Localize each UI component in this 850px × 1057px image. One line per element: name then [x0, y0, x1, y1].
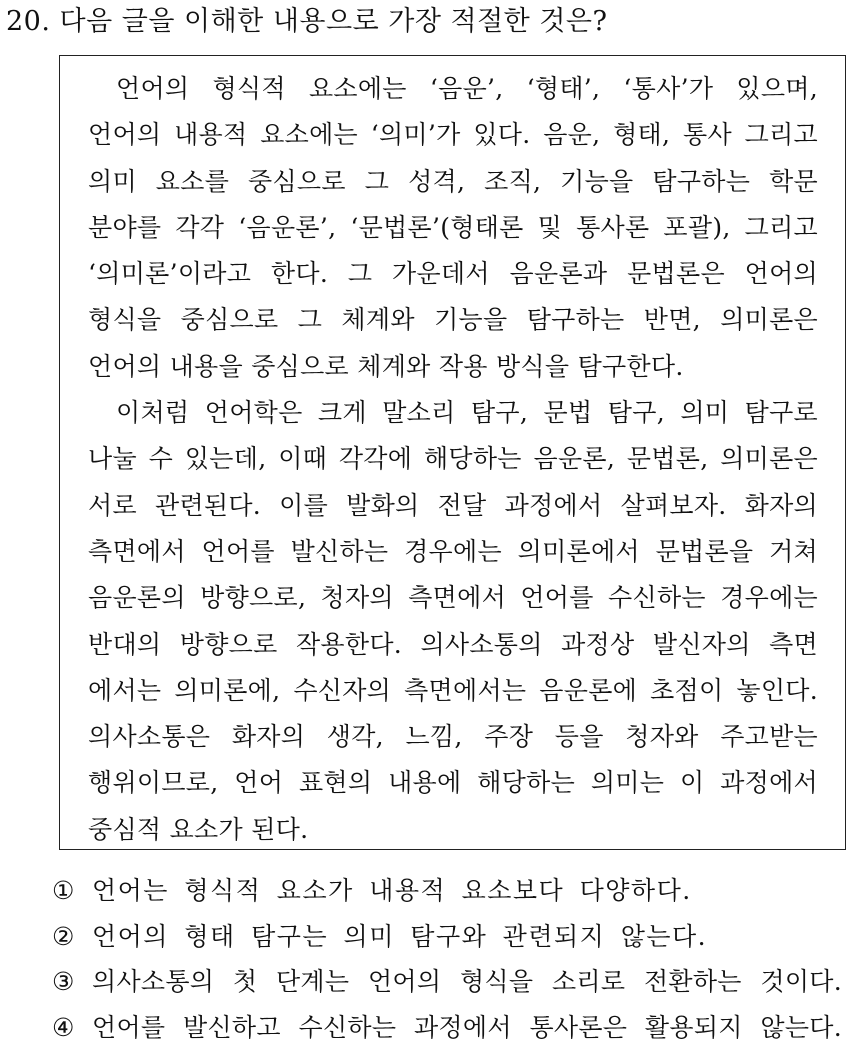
answer-option-1[interactable]	[52, 868, 842, 914]
passage-line: ‘의미론’이라고 한다. 그 가운데서 음운론과 문법론은 언어의	[88, 259, 818, 289]
passage-line: 나눌 수 있는데, 이때 각각에 해당하는 음운론, 문법론, 의미론은	[88, 444, 818, 474]
passage-line: 분야를 각각 ‘음운론’, ‘문법론’(형태론 및 통사론 포괄), 그리고	[88, 212, 818, 242]
option-number: ③	[52, 967, 75, 996]
passage-line: 언어의 내용적 요소에는 ‘의미’가 있다. 음운, 형태, 통사 그리고	[88, 120, 818, 150]
passage-text	[88, 66, 818, 853]
option-text: 언어의 형태 탐구는 의미 탐구와 관련되지 않는다.	[92, 921, 708, 951]
question-stem: 20. 다음 글을 이해한 내용으로 가장 적절한 것은?	[6, 6, 608, 37]
passage-line: 언어의 형식적 요소에는 ‘음운’, ‘형태’, ‘통사’가 있으며,	[116, 74, 818, 103]
answer-option-4[interactable]	[52, 1005, 842, 1051]
option-text: 의사소통의 첫 단계는 언어의 형식을 소리로 전환하는 것이다.	[92, 967, 842, 996]
passage-line: 형식을 중심으로 그 체계와 기능을 탐구하는 반면, 의미론은	[88, 305, 818, 335]
passage-line: 이처럼 언어학은 크게 말소리 탐구, 문법 탐구, 의미 탐구로	[116, 398, 818, 428]
passage-line: 에서는 의미론에, 수신자의 측면에서는 음운론에 초점이 놓인다.	[88, 675, 818, 705]
passage-line: 반대의 방향으로 작용한다. 의사소통의 과정상 발신자의 측면	[88, 629, 818, 659]
answer-option-2[interactable]	[52, 914, 842, 960]
option-number: ④	[52, 1012, 75, 1042]
option-number: ①	[52, 876, 75, 905]
passage-line: 의사소통은 화자의 생각, 느낌, 주장 등을 청자와 주고받는	[88, 722, 818, 752]
answer-options	[52, 868, 842, 1050]
passage-line: 서로 관련된다. 이를 발화의 전달 과정에서 살펴보자. 화자의	[88, 490, 818, 520]
passage-line: 중심적 요소가 된다.	[88, 814, 309, 844]
option-text: 언어를 발신하고 수신하는 과정에서 통사론은 활용되지 않는다.	[92, 1012, 842, 1042]
passage-box	[59, 55, 846, 850]
option-text: 언어는 형식적 요소가 내용적 요소보다 다양하다.	[92, 876, 692, 905]
passage-line: 언어의 내용을 중심으로 체계와 작용 방식을 탐구한다.	[88, 351, 684, 381]
passage-line: 의미 요소를 중심으로 그 성격, 조직, 기능을 탐구하는 학문	[88, 166, 818, 196]
answer-option-3[interactable]	[52, 959, 842, 1005]
passage-line: 행위이므로, 언어 표현의 내용에 해당하는 의미는 이 과정에서	[88, 768, 818, 798]
option-number: ②	[52, 921, 75, 951]
passage-line: 음운론의 방향으로, 청자의 측면에서 언어를 수신하는 경우에는	[88, 583, 818, 613]
passage-line: 측면에서 언어를 발신하는 경우에는 의미론에서 문법론을 거쳐	[88, 536, 818, 566]
